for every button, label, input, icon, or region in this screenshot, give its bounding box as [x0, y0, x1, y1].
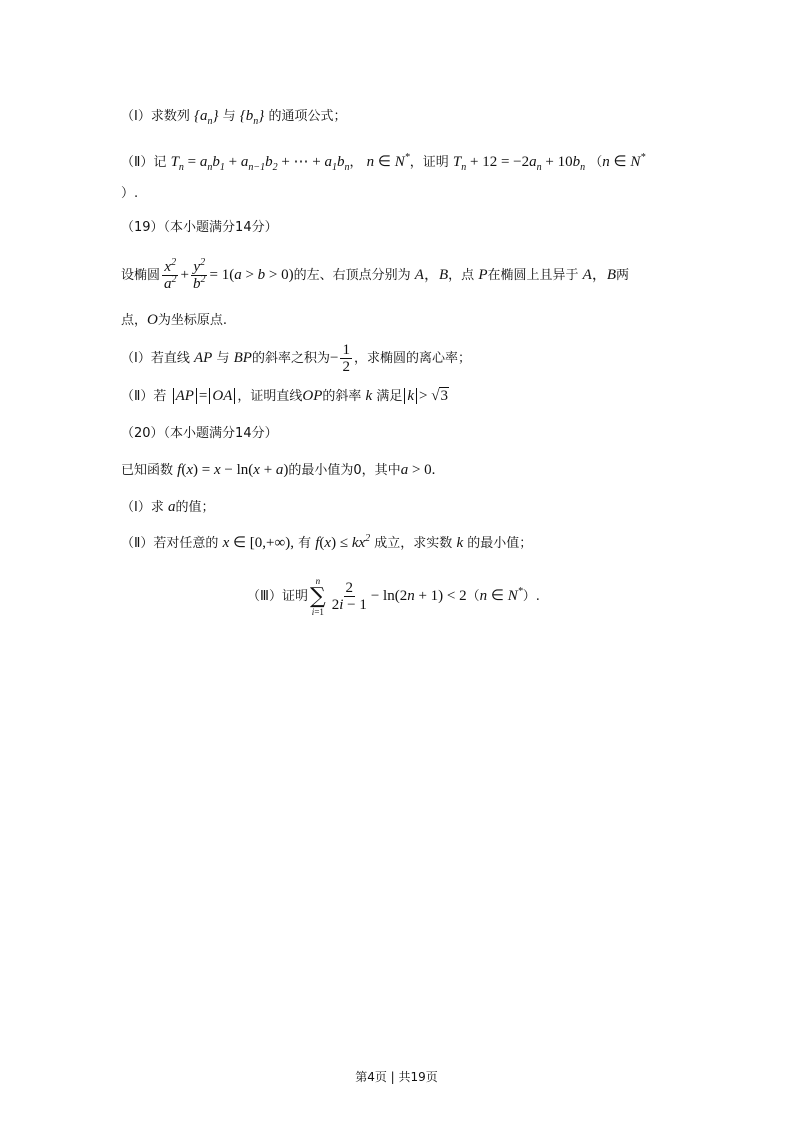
function-definition: f(x) = x − ln(x + a) — [177, 462, 289, 478]
q20-part2 — [121, 533, 532, 554]
seq-b-formula: $\{b_n\}$ — [239, 108, 265, 127]
one-half-fraction: $\frac{1}{2}$ — [342, 342, 350, 375]
two-over-2i-minus-1-fraction: $\frac{2}{2i - 1}$ — [331, 580, 367, 613]
q20-part2-text-b: 有 — [298, 536, 312, 551]
q19-header: （19）（本小题满分14分） — [121, 220, 278, 235]
q19-part2-text-a: 若 — [153, 389, 167, 404]
line-bp: BP — [233, 350, 252, 366]
q19-intro-a: 设椭圆 — [121, 268, 161, 283]
ap-equals-oa-formula: AP = OA — [171, 388, 238, 404]
points-ab: A，B — [582, 267, 616, 283]
q18-part2-continuation: ）. — [121, 186, 139, 201]
part-mark: （Ⅰ） — [121, 109, 151, 124]
q18-part2-text-c: （ — [589, 155, 603, 170]
n-in-nstar-formula: n ∈ N* — [366, 152, 410, 170]
slope-k: k — [365, 388, 373, 404]
q19-part2 — [121, 386, 449, 407]
var-k: k — [456, 535, 464, 551]
ln-inequality-formula: − ln(2n + 1) < 2 — [370, 588, 467, 604]
line-op: OP — [302, 388, 323, 404]
q20-intro-a: 已知函数 — [121, 463, 174, 478]
part-mark: （Ⅱ） — [121, 389, 154, 404]
q18-part2-text-b: ，证明 — [409, 155, 449, 170]
q19-intro: 设椭圆 $\frac{x^2}{a^2}$ + $\frac{y^2}{b^2}$ = 1(a > b > 0)的左、右顶点分别为 A，B，点 P在椭圆上且异于 A，B两 — [121, 257, 630, 292]
q20-part2-text-c: 成立，求实数 — [374, 536, 453, 551]
q19-part2-text-c: 的斜率 — [322, 389, 362, 404]
q20-intro — [121, 460, 435, 481]
q19-part1-text-c: 的斜率之积为 — [251, 351, 330, 366]
q20-intro-b: 的最小值为0，其中 — [288, 463, 401, 478]
tn-definition-formula: $T_n = a_nb_1 + a_{n-1}b_2$ + ⋯ + $a_1b_n$ — [170, 154, 350, 173]
q19-part1-text-b: 与 — [216, 351, 230, 366]
var-a: a — [168, 499, 176, 515]
page-footer: 第4页 | 共19页 — [355, 1070, 438, 1084]
q20-part1-text-b: 的值； — [175, 500, 215, 515]
part-mark: （Ⅱ） — [121, 536, 154, 551]
q19-intro-line2-b: 为坐标原点. — [157, 313, 227, 328]
q18-part1 — [121, 106, 346, 127]
q19-intro-d: 在椭圆上且异于 — [487, 268, 579, 283]
q19-intro-b: 的左、右顶点分别为 — [293, 268, 411, 283]
minus-sign: − — [329, 350, 339, 366]
q19-part1 — [121, 340, 471, 377]
q20-part1-text-a: 求 — [150, 500, 164, 515]
part-mark: （Ⅲ） — [247, 589, 282, 604]
x-domain-formula: x ∈ [0,+∞), — [222, 535, 294, 551]
q18-part1-text-c: 的通项公式； — [268, 109, 347, 124]
q18-part2: （Ⅱ）记 $T_n = a_nb_1 + a_{n-1}b_2$ + ⋯ + $a_1b_n$， n ∈ N*，证明 $T_n + 12 = -2a_n + 10b_n$ （n ∈ N* — [121, 152, 646, 173]
q20-part2-text-d: 的最小值； — [467, 536, 533, 551]
q18-part1-text-b: 与 — [222, 109, 236, 124]
q19-part1-text-a: 若直线 — [150, 351, 190, 366]
q19-intro-line2 — [121, 310, 227, 331]
n-in-nstar-formula-2: n ∈ N* — [602, 152, 646, 170]
q20-part3 — [247, 574, 540, 619]
q19-intro-c: ，点 — [448, 268, 475, 283]
q20-part3-text-a: 证明 — [281, 589, 308, 604]
a-positive-formula: a > 0. — [400, 462, 436, 478]
q18-part1-text-a: 求数列 — [150, 109, 190, 124]
q19-part1-text-d: ，求椭圆的离心率； — [353, 351, 471, 366]
q20-part1 — [121, 497, 215, 518]
q19-intro-line2-a: 点， — [121, 313, 148, 328]
line-ap: AP — [194, 350, 213, 366]
part-mark: （Ⅰ） — [121, 351, 151, 366]
x2-over-a2-fraction: $\frac{x^2}{a^2}$ — [164, 257, 177, 292]
origin-o: O — [147, 312, 158, 328]
ellipse-condition: = 1(a > b > 0) — [209, 267, 294, 283]
vertices-ab: A，B — [414, 267, 449, 283]
q19-part2-text-d: 满足 — [376, 389, 403, 404]
part-mark: （Ⅰ） — [121, 500, 151, 515]
q20-header: （20）（本小题满分14分） — [121, 426, 278, 441]
y2-over-b2-fraction: $\frac{y^2}{b^2}$ — [192, 257, 206, 292]
summation-symbol: n ∑ i=1 — [309, 575, 326, 617]
part-mark: （Ⅱ） — [121, 155, 154, 170]
inequality-formula: $f(x) \le kx^2$ — [315, 533, 371, 551]
q20-part3-text-b: （ — [466, 589, 480, 604]
q19-intro-e: 两 — [616, 268, 630, 283]
q20-part2-text-a: 若对任意的 — [153, 536, 219, 551]
tn-identity-formula: $T_n + 12 = -2a_n + 10b_n$ — [452, 154, 586, 173]
seq-a-formula: $\{a_n\}$ — [194, 108, 219, 127]
q20-part3-text-c: ）. — [522, 589, 540, 604]
q18-part2-text-a: 记 — [153, 155, 167, 170]
k-greater-sqrt3-formula: k > √3 — [402, 388, 449, 404]
point-p: P — [478, 267, 488, 283]
q19-part2-text-b: ，证明直线 — [237, 389, 303, 404]
n-in-nstar-formula-3: n ∈ N* — [479, 586, 523, 604]
